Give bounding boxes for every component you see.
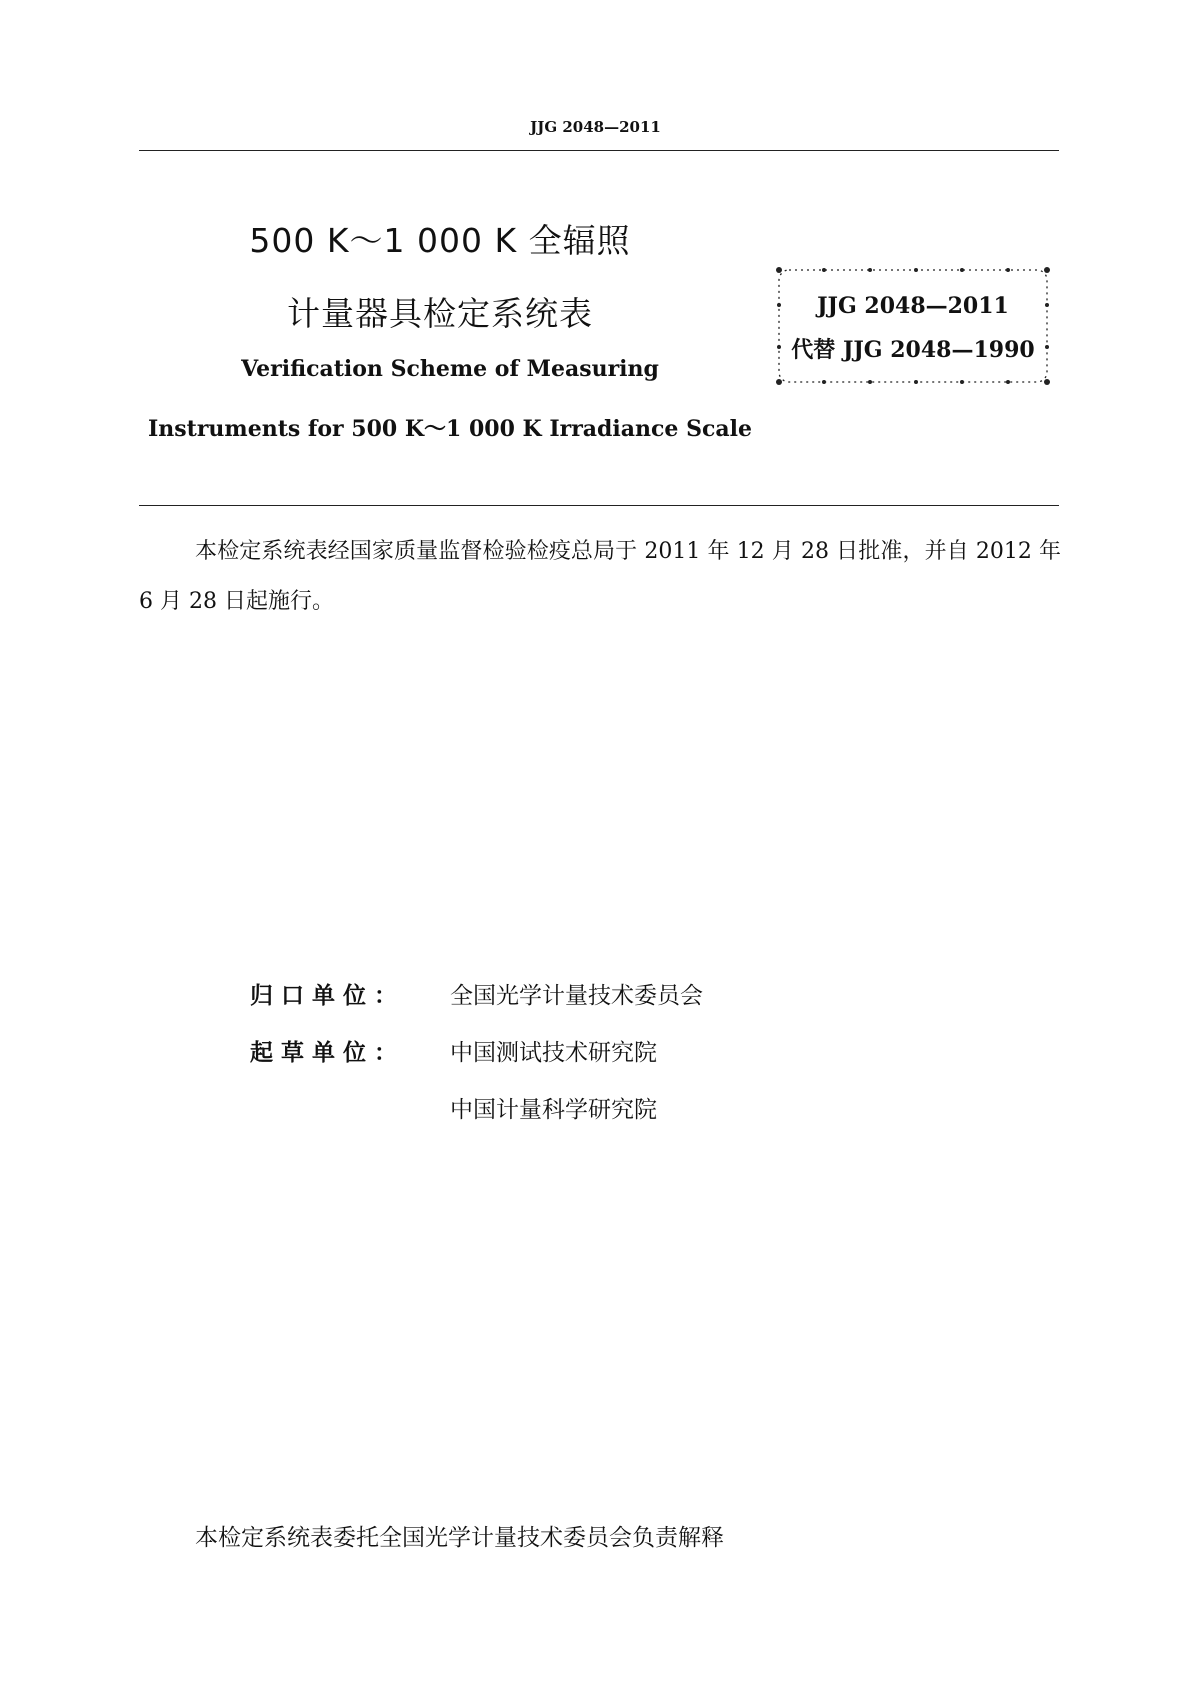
footer-note: 本检定系统表委托全国光学计量技术委员会负责解释 [195, 1525, 724, 1551]
title-cn-line2: 计量器具检定系统表 [287, 294, 593, 333]
title-en-line1: Verification Scheme of Measuring [241, 356, 659, 382]
unit-label: 归口单位： [250, 983, 405, 1009]
unit-row-drafting [250, 1025, 703, 1082]
unit-label: 起草单位： [250, 1040, 405, 1066]
title-en-line2: Instruments for 500 K～1 000 K Irradiance Scale [148, 416, 752, 442]
unit-row-drafting-2 [250, 1082, 703, 1139]
title-rule [139, 505, 1059, 506]
running-head: JJG 2048—2011 [530, 118, 661, 136]
header-rule [139, 150, 1059, 151]
unit-value: 全国光学计量技术委员会 [450, 983, 703, 1009]
title-cn-line1: 500 K～1 000 K 全辐照 [249, 221, 631, 260]
replaces-standard: 代替 JJG 2048—1990 [791, 337, 1035, 363]
unit-row-responsible [250, 968, 703, 1025]
approval-text: 本检定系统表经国家质量监督检验检疫总局于 2011 年 12 月 28 日批准，并自 2012 年 6 月 28 日起施行。 [139, 539, 1061, 614]
approval-paragraph [139, 527, 1061, 627]
units-block [250, 968, 703, 1139]
standard-number-box [774, 265, 1052, 387]
ornamental-border [774, 265, 1052, 387]
unit-value: 中国计量科学研究院 [450, 1097, 657, 1123]
standard-number: JJG 2048—2011 [817, 293, 1009, 319]
unit-value: 中国测试技术研究院 [450, 1040, 657, 1066]
